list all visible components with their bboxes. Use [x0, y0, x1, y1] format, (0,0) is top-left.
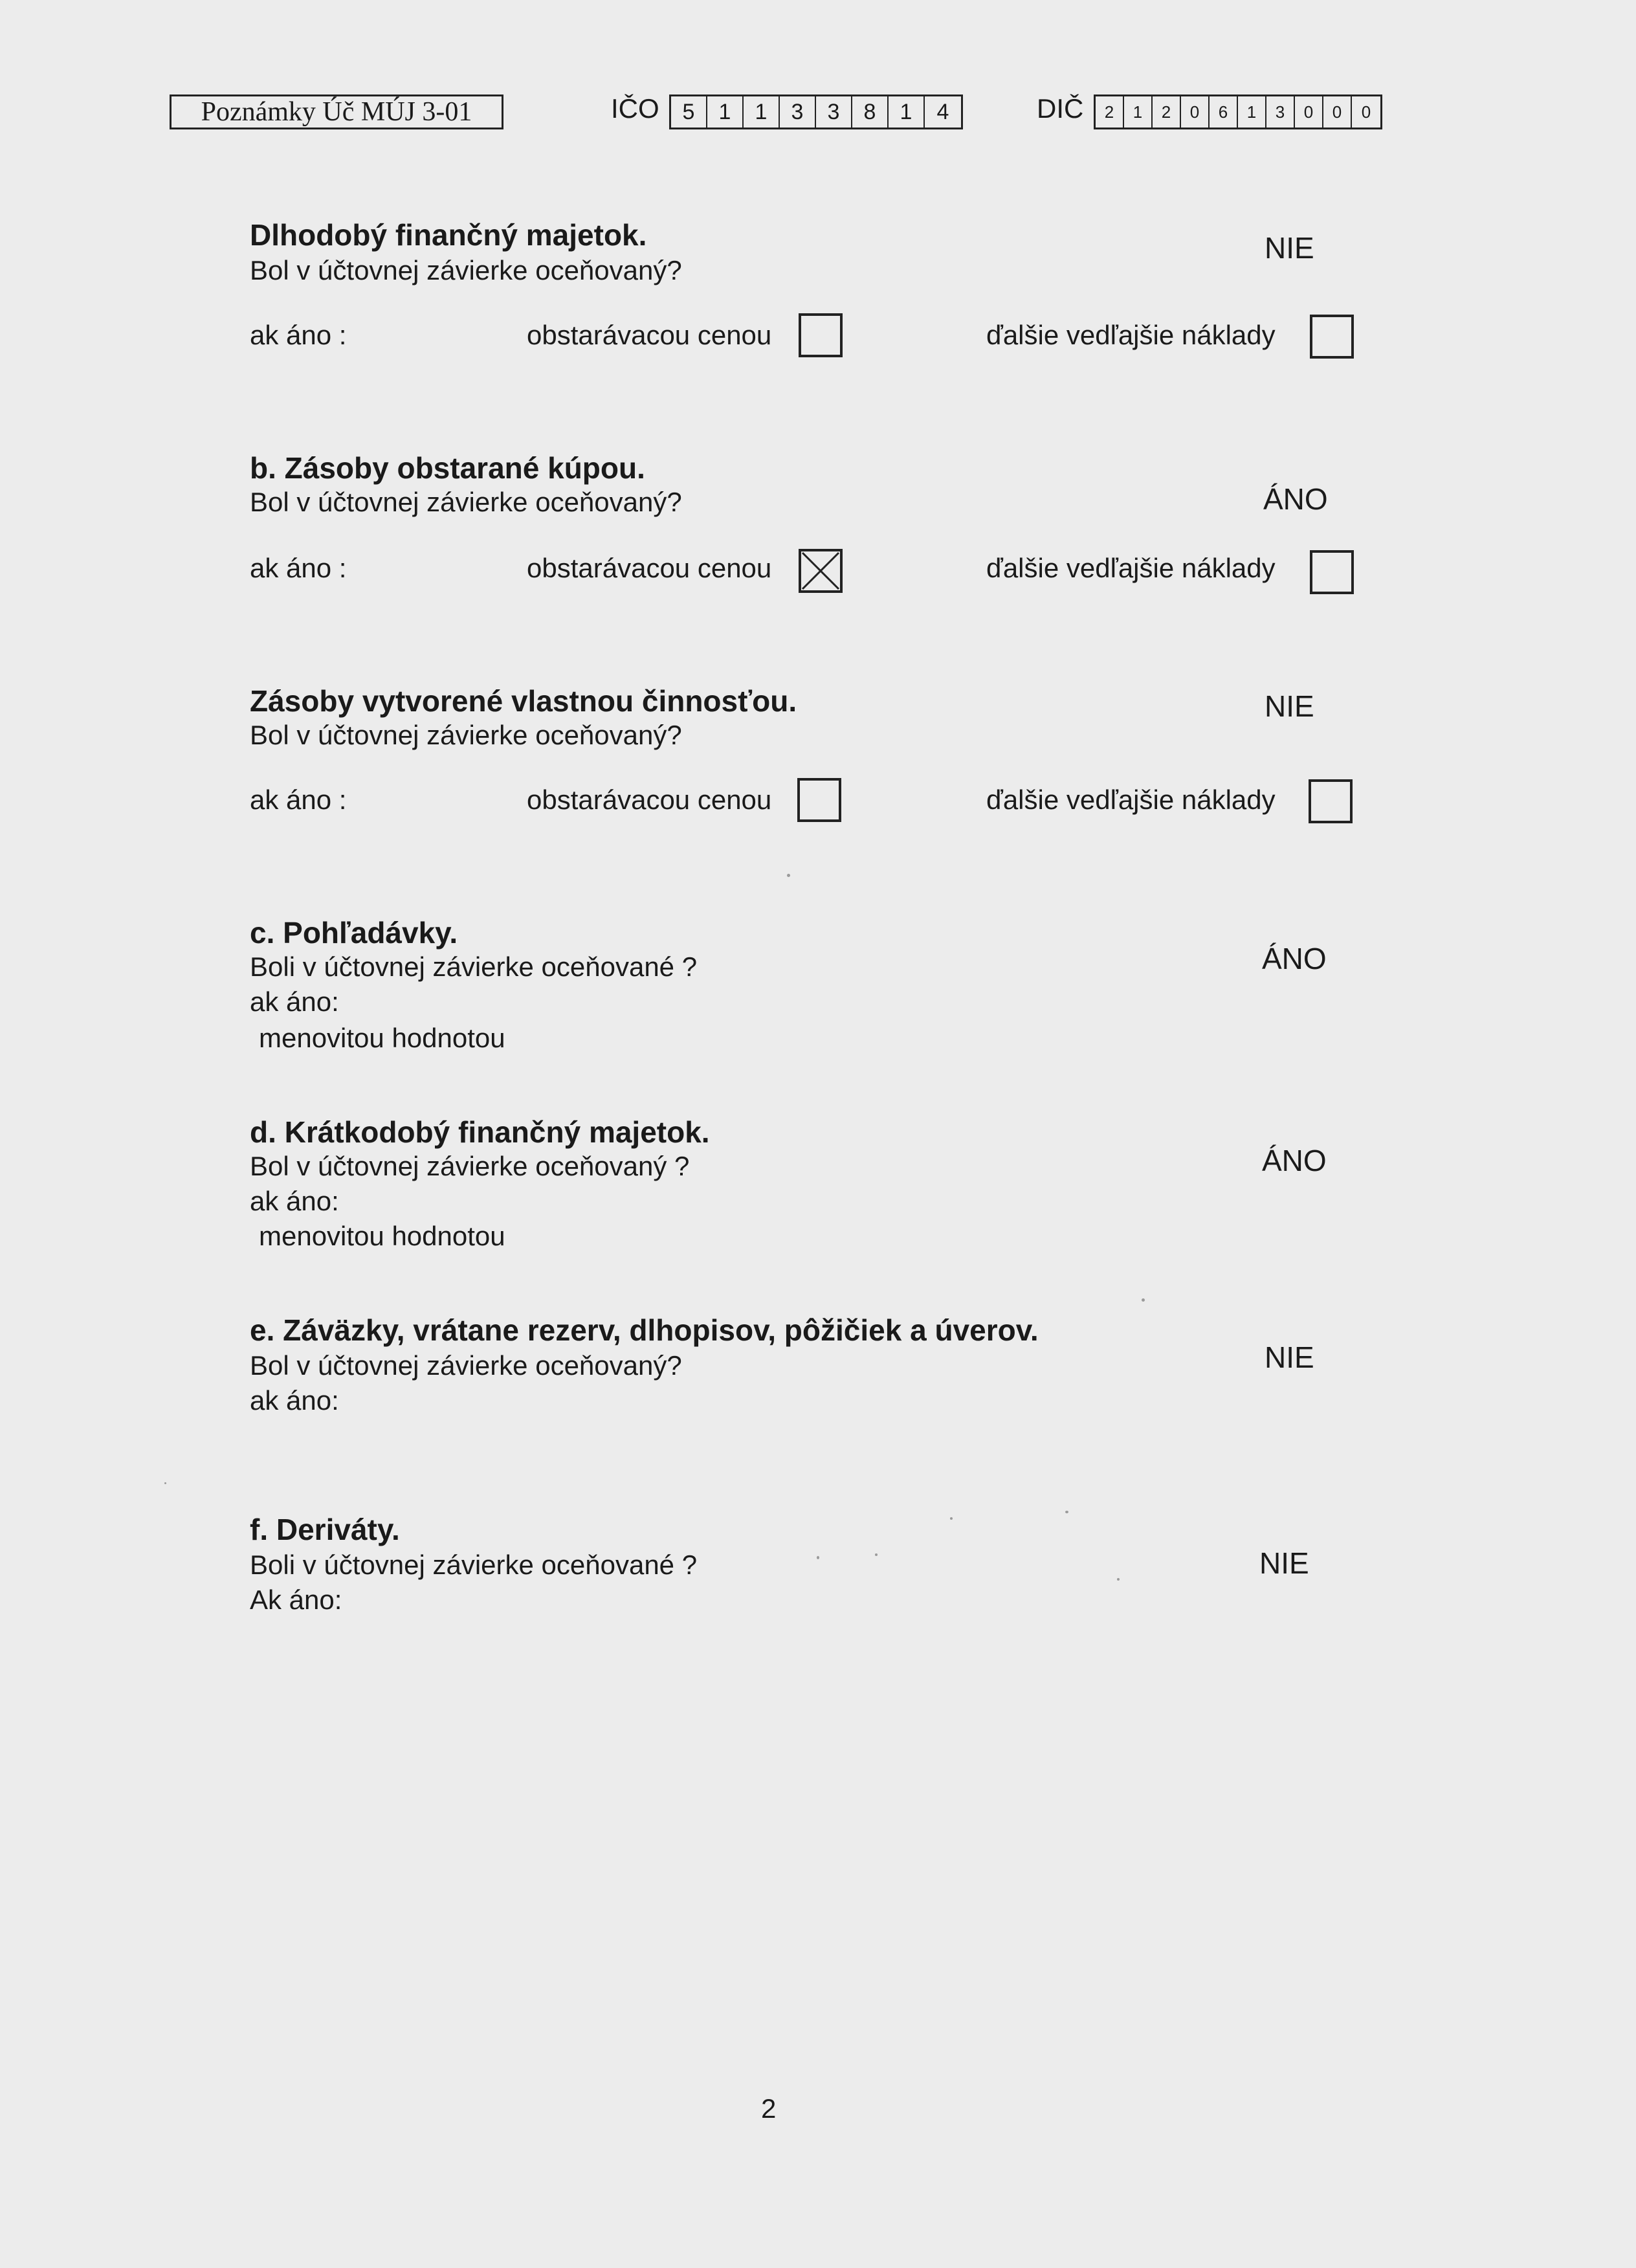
section-heading-receivables: c. Pohľadávky.	[250, 916, 458, 950]
acquisition-cost-label: obstarávacou cenou	[527, 320, 772, 350]
scan-speck	[1117, 1578, 1120, 1581]
if-yes-label: ak áno :	[250, 784, 347, 815]
acquisition-cost-checkbox[interactable]	[797, 778, 841, 822]
scan-speck	[787, 874, 790, 877]
section-question: Bol v účtovnej závierke oceňovaný ?	[250, 1151, 690, 1181]
section-answer: NIE	[1259, 1546, 1309, 1580]
ico-digit: 1	[889, 96, 925, 128]
section-answer: NIE	[1265, 231, 1314, 265]
dic-digit: 3	[1266, 96, 1295, 128]
checkbox-cross-icon	[801, 551, 840, 590]
section-heading-liabilities: e. Záväzky, vrátane rezerv, dlhopisov, pôžičiek a úverov.	[250, 1313, 1039, 1347]
acquisition-cost-label: obstarávacou cenou	[527, 553, 772, 583]
section-answer: ÁNO	[1263, 482, 1328, 516]
section-heading-short-term-financial-assets: d. Krátkodobý finančný majetok.	[250, 1115, 710, 1149]
additional-costs-checkbox[interactable]	[1310, 550, 1354, 594]
section-answer: ÁNO	[1262, 942, 1327, 975]
ico-digit: 1	[707, 96, 744, 128]
if-yes-label: ak áno:	[250, 986, 339, 1017]
section-question: Bol v účtovnej závierke oceňovaný?	[250, 720, 682, 750]
valuation-method: menovitou hodnotou	[259, 1221, 505, 1251]
section-heading-purchased-inventory: b. Zásoby obstarané kúpou.	[250, 451, 645, 485]
ico-digit: 8	[852, 96, 889, 128]
section-answer: NIE	[1265, 1340, 1314, 1374]
additional-costs-checkbox[interactable]	[1309, 779, 1353, 823]
ico-digits	[669, 94, 963, 129]
dic-digit: 0	[1361, 102, 1371, 122]
if-yes-label: ak áno :	[250, 320, 347, 350]
section-question: Boli v účtovnej závierke oceňované ?	[250, 1550, 698, 1580]
scan-speck	[1142, 1298, 1145, 1302]
scan-speck	[1065, 1511, 1068, 1513]
valuation-method: menovitou hodnotou	[259, 1023, 505, 1053]
page-number: 2	[761, 2093, 777, 2124]
section-question: Bol v účtovnej závierke oceňovaný?	[250, 1350, 682, 1381]
dic-digit: 0	[1295, 96, 1323, 128]
scan-speck	[164, 1482, 166, 1484]
section-answer: NIE	[1265, 689, 1314, 723]
additional-costs-label: ďalšie vedľajšie náklady	[986, 320, 1276, 350]
dic-digit: 6	[1210, 96, 1238, 128]
form-label: Poznámky Úč MÚJ 3-01	[170, 94, 503, 129]
additional-costs-label: ďalšie vedľajšie náklady	[986, 784, 1276, 815]
section-question: Bol v účtovnej závierke oceňovaný?	[250, 255, 682, 285]
if-yes-label: Ak áno:	[250, 1584, 342, 1615]
scan-speck	[875, 1553, 878, 1556]
acquisition-cost-checkbox-checked[interactable]	[799, 549, 843, 593]
ico-digit: 4	[936, 99, 949, 124]
dic-digit: 1	[1124, 96, 1153, 128]
if-yes-label: ak áno :	[250, 553, 347, 583]
section-answer: ÁNO	[1262, 1144, 1327, 1177]
acquisition-cost-checkbox[interactable]	[799, 313, 843, 357]
ico-label: IČO	[611, 93, 659, 124]
section-heading-derivatives: f. Deriváty.	[250, 1513, 400, 1546]
dic-digit: 2	[1096, 96, 1124, 128]
if-yes-label: ak áno:	[250, 1186, 339, 1216]
ico-digit: 1	[744, 96, 780, 128]
additional-costs-label: ďalšie vedľajšie náklady	[986, 553, 1276, 583]
ico-digit: 3	[816, 96, 852, 128]
scan-speck	[817, 1556, 819, 1559]
section-question: Boli v účtovnej závierke oceňované ?	[250, 951, 698, 982]
dic-digits	[1094, 94, 1382, 129]
section-heading-own-production-inventory: Zásoby vytvorené vlastnou činnosťou.	[250, 684, 797, 718]
if-yes-label: ak áno:	[250, 1385, 339, 1416]
dic-digit: 2	[1153, 96, 1181, 128]
dic-digit: 1	[1238, 96, 1266, 128]
section-heading-long-term-financial-assets: Dlhodobý finančný majetok.	[250, 218, 647, 252]
additional-costs-checkbox[interactable]	[1310, 315, 1354, 359]
scan-speck	[950, 1517, 953, 1520]
dic-digit: 0	[1181, 96, 1210, 128]
section-question: Bol v účtovnej závierke oceňovaný?	[250, 487, 682, 517]
dic-label: DIČ	[1037, 93, 1084, 124]
ico-digit: 3	[780, 96, 816, 128]
dic-digit: 0	[1323, 96, 1352, 128]
ico-digit: 5	[671, 96, 707, 128]
acquisition-cost-label: obstarávacou cenou	[527, 784, 772, 815]
